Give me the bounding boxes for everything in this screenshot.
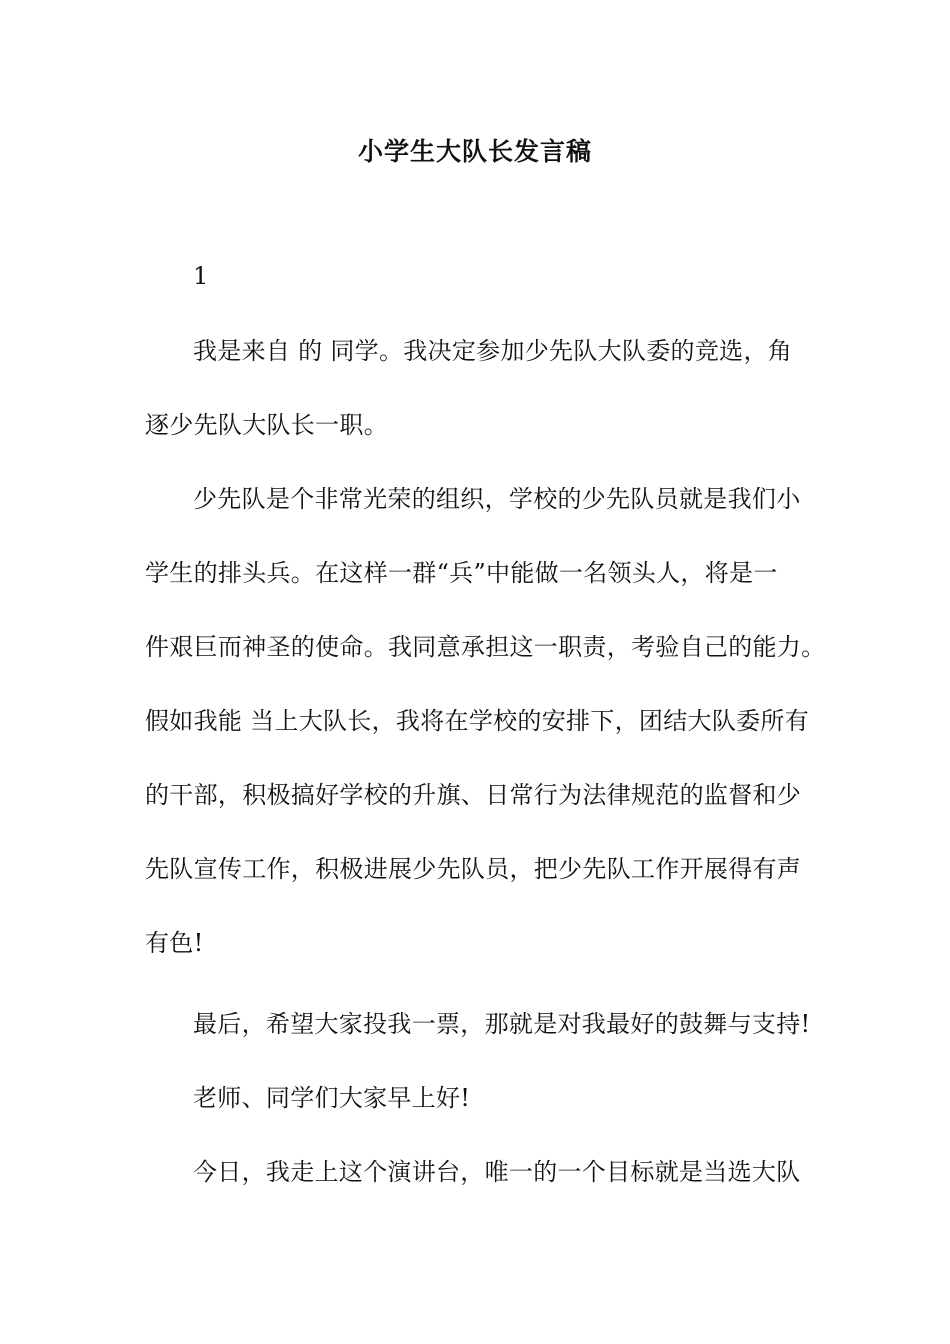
paragraph-line: 我是来自 的 同学。我决定参加少先队大队委的竞选，角: [193, 337, 793, 365]
paragraph-line: 学生的排头兵。在这样一群“兵”中能做一名领头人，将是一: [145, 559, 778, 587]
paragraph-line: 有色!: [145, 929, 204, 957]
document-title: 小学生大队长发言稿: [357, 137, 592, 166]
paragraph-line: 少先队是个非常光荣的组织，学校的少先队员就是我们小: [193, 485, 801, 513]
paragraph-line: 今日，我走上这个演讲台，唯一的一个目标就是当选大队: [193, 1158, 801, 1186]
paragraph-line: 假如我能 当上大队长，我将在学校的安排下，团结大队委所有: [145, 707, 810, 735]
paragraph-line: 的干部，积极搞好学校的升旗、日常行为法律规范的监督和少: [145, 781, 802, 809]
paragraph-line: 先队宣传工作，积极进展少先队员，把少先队工作开展得有声: [145, 855, 802, 883]
paragraph-line: 逐少先队大队长一职。: [145, 411, 388, 439]
paragraph-line: 件艰巨而神圣的使命。我同意承担这一职责，考验自己的能力。: [145, 633, 826, 661]
paragraph-line: 最后，希望大家投我一票，那就是对我最好的鼓舞与支持!: [193, 1010, 811, 1038]
paragraph-line: 老师、同学们大家早上好!: [193, 1084, 471, 1112]
section-number: 1: [193, 262, 209, 290]
